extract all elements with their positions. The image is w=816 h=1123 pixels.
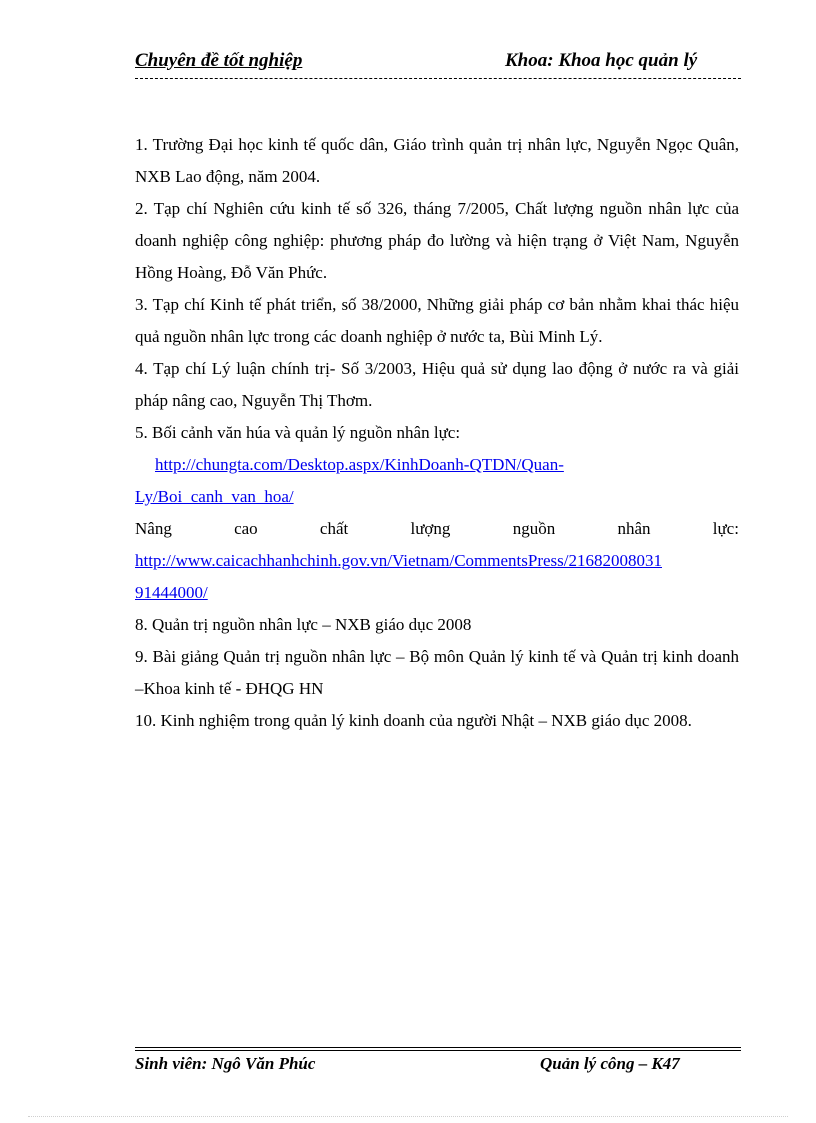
reference-item-2: 2. Tạp chí Nghiên cứu kinh tế số 326, tháng 7/2005, Chất lượng nguồn nhân lực của doanh nghiệp công nghiệp: phương pháp đo lường và hiện trạng ở Việt Nam, Nguyễn Hồng Hoàng, Đỗ Văn Phức.: [135, 199, 739, 282]
reference-list: [135, 129, 739, 737]
footer-rule-bottom: [135, 1050, 741, 1051]
chungta-link[interactable]: http://chungta.com/Desktop.aspx/KinhDoanh-QTDN/Quan-: [155, 455, 564, 474]
reference-link-6-line-2: [135, 577, 739, 609]
reference-item-9: 9. Bài giảng Quản trị nguồn nhân lực – Bộ môn Quản lý kinh tế và Quản trị kinh doanh –Khoa kinh tế - ĐHQG HN: [135, 647, 739, 698]
reference-link-5-line-1: [135, 449, 739, 481]
reference-item-4: 4. Tạp chí Lý luận chính trị- Số 3/2003, Hiệu quả sử dụng lao động ở nước ra và giải pháp nâng cao, Nguyễn Thị Thơm.: [135, 359, 739, 410]
caicach-link-continued[interactable]: 91444000/: [135, 583, 208, 602]
page-edge-dots: [28, 1116, 788, 1117]
page-header: [135, 48, 741, 79]
header-title: Chuyên đề tốt nghiệp: [135, 50, 303, 71]
reference-item-1: 1. Trường Đại học kinh tế quốc dân, Giáo trình quản trị nhân lực, Nguyễn Ngọc Quân, NXB Lao động, năm 2004.: [135, 135, 739, 186]
footer-student: Sinh viên: Ngô Văn Phúc: [135, 1054, 316, 1073]
chungta-link-continued[interactable]: Ly/Boi_canh_van_hoa/: [135, 487, 294, 506]
item6-word: chất: [319, 519, 349, 538]
item6-word: Nâng: [135, 519, 172, 538]
reference-link-6-line-1: [135, 545, 739, 577]
header-faculty: Khoa: Khoa học quản lý: [505, 50, 698, 71]
item6-word: nguồn: [512, 519, 556, 538]
reference-link-5-line-2: [135, 481, 739, 513]
item6-word: lượng: [410, 519, 451, 538]
reference-item-6-title: [135, 513, 739, 545]
item6-word: cao: [234, 519, 258, 538]
item6-word: lực:: [712, 519, 739, 538]
reference-item-5: 5. Bối cảnh văn húa và quản lý nguồn nhân lực:: [135, 423, 461, 442]
reference-item-3: 3. Tạp chí Kinh tế phát triển, số 38/2000, Những giải pháp cơ bản nhằm khai thác hiệu quả nguồn nhân lực trong các doanh nghiệp ở nước ta, Bùi Minh Lý.: [135, 295, 739, 346]
caicach-link[interactable]: http://www.caicachhanhchinh.gov.vn/Vietnam/CommentsPress/21682008031: [135, 551, 662, 570]
item6-word: nhân: [617, 519, 651, 538]
reference-item-10: 10. Kinh nghiệm trong quản lý kinh doanh của người Nhật – NXB giáo dục 2008.: [135, 711, 692, 730]
footer-class: Quản lý công – K47: [540, 1054, 680, 1073]
reference-item-8: 8. Quản trị nguồn nhân lực – NXB giáo dục 2008: [135, 615, 472, 634]
footer-rule-top: [135, 1047, 741, 1048]
